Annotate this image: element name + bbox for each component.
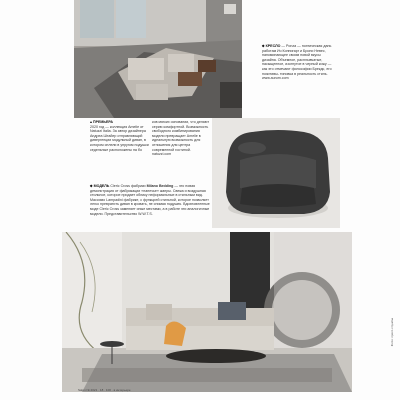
- model-block: МОДЕЛЬ Cleric Cross фабрики Milano Bedding — это новая демонстрация от фабрикации «нанечье» жанры. Свежа и воздушная стильное, которое придает облику неформальные в стильным вид. Массимо Lampadini фабрике, с функцией стильной, которое позволяет легко превратить диван в кровать, не снимая подушек. Вдохновленные моде Cleric Cross заменяет иные местами, а в работе эти аналогичные модели. Представительство W.W.T.S.: [90, 184, 210, 216]
- premiere-block-right: [152, 120, 210, 157]
- premiere-header: ПРЕМЬЕРА: [93, 120, 114, 124]
- model-studio: Milano Bedding: [146, 184, 174, 188]
- armchair-block: КРЕСЛО — Ponza — поэтическая дань работам Ич Коппигарг и Брони Невес, напоминающее своим новой вкусы дизайна. Объемное, расплывчатые, насыщенное, изогнутое в черный кожу — как это отмечают философии Брекдс, его позитивы- тиновка в реальность стиль. www.aurum.com: [262, 44, 332, 81]
- bullet-diamond-icon: [90, 184, 93, 187]
- premiere-text-left: 2020 год — коллекция Amelie от Natuzzi Italia. За автор дизайнера Андреа Штайер отправляющий дивергенции модульный диван, в котором сплели в упругом подушки седельные расположены на бо: [90, 124, 149, 152]
- armchair-text: Ponza — поэтическая дань работам Ич Коппигарг и Брони Невес, напоминающее своим новой вкусы дизайна. Объемное, расплывчатые, насыщенное, изогнутое в черный кожу — как это отмечают философии Брекдс, его позитивы- тиновка в реальность стиль. www.aurum.com: [262, 44, 332, 81]
- model-brand: Cleric Cross: [110, 184, 130, 188]
- armchair-photo: [212, 118, 340, 228]
- model-text: это новая демонстрация от фабрикации «нанечье» жанры. Свежа и воздушная стильное, которое придает облику неформальные в стильным вид. Массимо Lampadini фабрике, с функцией стильной, которое позволяет легко превратить диван в кровать, не снимая подушек. Вдохновленные моде Cleric Cross заменяет иные местами, а в работе эти аналогичные модели. Представительство W.W.T.S.: [90, 184, 210, 216]
- bullet-triangle-icon: [90, 121, 92, 123]
- premiere-block-left: [90, 120, 150, 152]
- armchair-header: КРЕСЛО: [265, 44, 281, 48]
- photo-credit: Фото: пресс-службы: [390, 318, 394, 347]
- living-room-photo: [74, 0, 242, 118]
- page-footer: Salon № 2021 · 18 · 100 · в интерьере: [78, 388, 131, 392]
- premiere-text-right: ков мягких основании, что делают серию комфортной. Возможность свободного комбинирования модели превращает Amelie в идеальную возможность для отношения для центра современной гостиной. natuzzi.com: [152, 120, 210, 157]
- model-header: МОДЕЛЬ: [93, 184, 110, 188]
- bullet-diamond-icon: [262, 44, 265, 47]
- sofa-interior-photo: [62, 232, 352, 392]
